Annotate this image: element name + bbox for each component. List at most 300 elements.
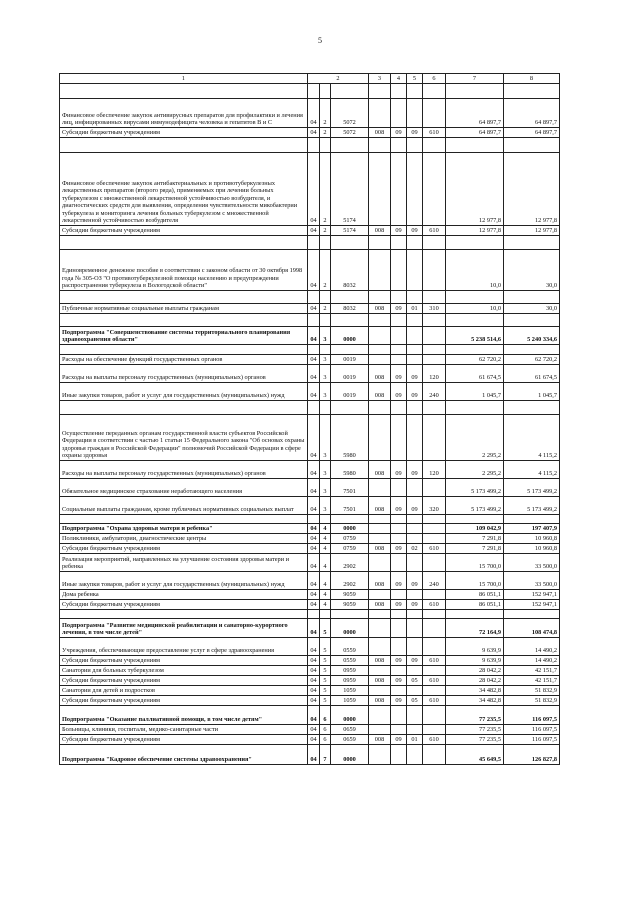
- amount-col8: 30,0: [504, 250, 560, 291]
- amount-col7: 5 173 499,2: [446, 479, 504, 497]
- target-code: 1059: [331, 696, 369, 706]
- amount-col8: 51 832,9: [504, 686, 560, 696]
- spacer-cell: [331, 345, 369, 355]
- ministry-code: 008: [369, 383, 391, 401]
- subprogram-row: [60, 706, 560, 725]
- target-code: 0019: [331, 383, 369, 401]
- table-body: [60, 74, 560, 765]
- amount-col8: 51 832,9: [504, 696, 560, 706]
- spacer-cell: [320, 138, 331, 153]
- table-row: [60, 572, 560, 590]
- section-code: 04: [308, 153, 320, 226]
- subdivision-code: [407, 524, 423, 534]
- table-row: [60, 686, 560, 696]
- subsection-code: 4: [320, 572, 331, 590]
- header-row: [60, 74, 560, 84]
- subsection-code: 3: [320, 365, 331, 383]
- header-cell: 2: [308, 74, 369, 84]
- amount-col7: 12 977,8: [446, 226, 504, 236]
- ministry-code: [369, 590, 391, 600]
- amount-col7: 64 897,7: [446, 128, 504, 138]
- ministry-code: 008: [369, 128, 391, 138]
- expense-type-code: [423, 327, 446, 345]
- subsection-code: 5: [320, 686, 331, 696]
- subdivision-code: [407, 725, 423, 735]
- spacer-cell: [391, 345, 407, 355]
- spacer-cell: [320, 515, 331, 524]
- row-name: Социальные выплаты гражданам, кроме публичных нормативных социальных выплат: [60, 497, 308, 515]
- section-code: 04: [308, 99, 320, 128]
- subdivision-code: [407, 686, 423, 696]
- target-code: 7501: [331, 479, 369, 497]
- subdivision-code: 09: [407, 600, 423, 610]
- row-name: Субсидии бюджетным учреждениям: [60, 696, 308, 706]
- row-name: Осуществление переданных органам государственной власти субъектов Российской Федерации в соответствии с частью 1 статьи 15 Федерального закона "Об основах охраны здоровья граждан в Российской Федерации" полномочий Российской Федерации в сфере охраны здоровья: [60, 415, 308, 461]
- expense-type-code: [423, 686, 446, 696]
- spacer-cell: [407, 610, 423, 619]
- ministry-code: [369, 554, 391, 572]
- row-name: Подпрограмма "Охрана здоровья матери и ребенка": [60, 524, 308, 534]
- spacer-cell: [320, 314, 331, 327]
- expense-type-code: 610: [423, 226, 446, 236]
- section-code: 04: [308, 638, 320, 656]
- expense-type-code: [423, 706, 446, 725]
- row-name: Дома ребенка: [60, 590, 308, 600]
- spacer-cell: [369, 291, 391, 304]
- spacer-cell: [391, 291, 407, 304]
- amount-col7: 9 639,9: [446, 656, 504, 666]
- spacer-cell: [369, 138, 391, 153]
- row-name: Субсидии бюджетным учреждениям: [60, 676, 308, 686]
- division-code: [391, 638, 407, 656]
- ministry-code: 008: [369, 656, 391, 666]
- section-code: 04: [308, 365, 320, 383]
- spacer-cell: [60, 345, 308, 355]
- section-code: 04: [308, 383, 320, 401]
- amount-col7: 10,0: [446, 304, 504, 314]
- spacer-cell: [320, 401, 331, 415]
- division-code: [391, 590, 407, 600]
- section-code: 04: [308, 735, 320, 745]
- ministry-code: [369, 99, 391, 128]
- header-cell: 7: [446, 74, 504, 84]
- row-name: Субсидии бюджетным учреждениям: [60, 128, 308, 138]
- spacer-cell: [331, 84, 369, 99]
- target-code: 5980: [331, 461, 369, 479]
- subdivision-code: 09: [407, 365, 423, 383]
- row-name: Санатории для детей и подростков: [60, 686, 308, 696]
- ministry-code: 008: [369, 226, 391, 236]
- spacer-cell: [60, 515, 308, 524]
- spacer-cell: [320, 236, 331, 250]
- target-code: 5072: [331, 128, 369, 138]
- section-code: 04: [308, 590, 320, 600]
- amount-col7: 28 042,2: [446, 676, 504, 686]
- spacer-cell: [423, 84, 446, 99]
- subsection-code: 5: [320, 676, 331, 686]
- division-code: [391, 250, 407, 291]
- spacer-cell: [407, 401, 423, 415]
- expense-type-code: [423, 153, 446, 226]
- spacer-row: [60, 610, 560, 619]
- amount-col7: 45 649,5: [446, 745, 504, 765]
- amount-col7: 86 051,1: [446, 590, 504, 600]
- subdivision-code: 09: [407, 497, 423, 515]
- spacer-cell: [331, 314, 369, 327]
- ministry-code: [369, 415, 391, 461]
- division-code: 09: [391, 544, 407, 554]
- subdivision-code: 09: [407, 572, 423, 590]
- expense-type-code: [423, 619, 446, 638]
- target-code: 0559: [331, 656, 369, 666]
- target-code: 0759: [331, 534, 369, 544]
- subsection-code: 2: [320, 304, 331, 314]
- section-code: 04: [308, 327, 320, 345]
- table-row: [60, 638, 560, 656]
- section-code: 04: [308, 415, 320, 461]
- row-name: Финансовое обеспечение закупок антивирусных препаратов для профилактики и лечения лиц, инфицированных вирусами иммунодефицита человека и гепатитов В и С: [60, 99, 308, 128]
- table-row: [60, 415, 560, 461]
- spacer-row: [60, 345, 560, 355]
- spacer-cell: [504, 345, 560, 355]
- ministry-code: [369, 706, 391, 725]
- header-cell: 6: [423, 74, 446, 84]
- expense-type-code: 120: [423, 461, 446, 479]
- subsection-code: 4: [320, 600, 331, 610]
- division-code: [391, 153, 407, 226]
- amount-col8: 33 500,0: [504, 572, 560, 590]
- division-code: 09: [391, 497, 407, 515]
- spacer-cell: [391, 610, 407, 619]
- amount-col8: 108 474,8: [504, 619, 560, 638]
- expense-type-code: 610: [423, 600, 446, 610]
- subsection-code: 3: [320, 355, 331, 365]
- spacer-cell: [60, 138, 308, 153]
- expense-type-code: [423, 355, 446, 365]
- subsection-code: 3: [320, 497, 331, 515]
- expense-type-code: 610: [423, 676, 446, 686]
- amount-col8: 5 173 499,2: [504, 479, 560, 497]
- division-code: 09: [391, 383, 407, 401]
- spacer-cell: [407, 84, 423, 99]
- spacer-cell: [60, 314, 308, 327]
- subsection-code: 3: [320, 383, 331, 401]
- spacer-cell: [391, 84, 407, 99]
- division-code: 09: [391, 656, 407, 666]
- row-name: Субсидии бюджетным учреждениям: [60, 600, 308, 610]
- section-code: 04: [308, 554, 320, 572]
- ministry-code: [369, 666, 391, 676]
- expense-type-code: [423, 638, 446, 656]
- amount-col8: 4 115,2: [504, 415, 560, 461]
- section-code: 04: [308, 461, 320, 479]
- subsection-code: 4: [320, 590, 331, 600]
- division-code: [391, 745, 407, 765]
- subdivision-code: [407, 250, 423, 291]
- subdivision-code: [407, 638, 423, 656]
- table-row: [60, 666, 560, 676]
- subsection-code: 3: [320, 327, 331, 345]
- amount-col8: 64 897,7: [504, 99, 560, 128]
- row-name: Подпрограмма "Оказание паллиативной помощи, в том числе детям": [60, 706, 308, 725]
- amount-col7: 1 045,7: [446, 383, 504, 401]
- row-name: Поликлиники, амбулатории, диагностические центры: [60, 534, 308, 544]
- amount-col8: 197 407,9: [504, 524, 560, 534]
- section-code: 04: [308, 686, 320, 696]
- expense-type-code: 610: [423, 544, 446, 554]
- ministry-code: [369, 355, 391, 365]
- target-code: 2902: [331, 554, 369, 572]
- table-row: [60, 544, 560, 554]
- page-number: 5: [318, 36, 322, 45]
- amount-col7: 77 235,5: [446, 706, 504, 725]
- table-row: [60, 365, 560, 383]
- spacer-cell: [407, 236, 423, 250]
- division-code: [391, 415, 407, 461]
- amount-col8: 5 240 334,6: [504, 327, 560, 345]
- target-code: 0000: [331, 619, 369, 638]
- section-code: 04: [308, 479, 320, 497]
- amount-col7: 12 977,8: [446, 153, 504, 226]
- section-code: 04: [308, 725, 320, 735]
- target-code: 0000: [331, 327, 369, 345]
- division-code: [391, 479, 407, 497]
- spacer-row: [60, 84, 560, 99]
- row-name: Финансовое обеспечение закупок антибактериальных и противотуберкулезных лекарственных препаратов (второго ряда), применяемых при лечении больных туберкулезом с множественной лекарственной устойчивостью возбудителя, и диагностических средств для выявления, определения чувствительности микобактерии туберкулеза и мониторинга лечения больных туберкулезом с множественной лекарственной устойчивостью возбудителя: [60, 153, 308, 226]
- expense-type-code: [423, 415, 446, 461]
- spacer-cell: [369, 314, 391, 327]
- spacer-cell: [504, 138, 560, 153]
- table-row: [60, 696, 560, 706]
- table-row: [60, 226, 560, 236]
- table-row: [60, 554, 560, 572]
- spacer-cell: [504, 236, 560, 250]
- subdivision-code: [407, 479, 423, 497]
- subsection-code: 4: [320, 534, 331, 544]
- spacer-cell: [446, 401, 504, 415]
- subdivision-code: 01: [407, 304, 423, 314]
- amount-col7: 15 700,0: [446, 572, 504, 590]
- section-code: 04: [308, 676, 320, 686]
- spacer-cell: [446, 345, 504, 355]
- amount-col7: 7 291,8: [446, 534, 504, 544]
- table-row: [60, 153, 560, 226]
- amount-col8: 14 490,2: [504, 656, 560, 666]
- spacer-cell: [423, 236, 446, 250]
- expense-type-code: [423, 554, 446, 572]
- spacer-cell: [407, 345, 423, 355]
- expense-type-code: 240: [423, 383, 446, 401]
- subdivision-code: 09: [407, 461, 423, 479]
- target-code: 0019: [331, 355, 369, 365]
- spacer-row: [60, 401, 560, 415]
- section-code: 04: [308, 497, 320, 515]
- spacer-cell: [369, 610, 391, 619]
- subsection-code: 4: [320, 544, 331, 554]
- section-code: 04: [308, 666, 320, 676]
- spacer-cell: [369, 84, 391, 99]
- spacer-cell: [308, 291, 320, 304]
- ministry-code: 008: [369, 572, 391, 590]
- expense-type-code: [423, 745, 446, 765]
- spacer-cell: [446, 236, 504, 250]
- row-name: Санатории для больных туберкулезом: [60, 666, 308, 676]
- expense-type-code: 610: [423, 696, 446, 706]
- target-code: 9059: [331, 590, 369, 600]
- division-code: [391, 355, 407, 365]
- amount-col8: 61 674,5: [504, 365, 560, 383]
- amount-col8: 42 151,7: [504, 666, 560, 676]
- section-code: 04: [308, 355, 320, 365]
- spacer-row: [60, 236, 560, 250]
- amount-col7: 9 639,9: [446, 638, 504, 656]
- ministry-code: 008: [369, 600, 391, 610]
- amount-col8: 116 097,5: [504, 735, 560, 745]
- row-name: Субсидии бюджетным учреждениям: [60, 544, 308, 554]
- division-code: 09: [391, 461, 407, 479]
- spacer-row: [60, 314, 560, 327]
- target-code: 0000: [331, 706, 369, 725]
- amount-col7: 64 897,7: [446, 99, 504, 128]
- spacer-cell: [331, 236, 369, 250]
- ministry-code: 008: [369, 304, 391, 314]
- amount-col7: 5 238 514,6: [446, 327, 504, 345]
- amount-col8: 10 960,8: [504, 544, 560, 554]
- amount-col7: 77 235,5: [446, 725, 504, 735]
- division-code: 09: [391, 128, 407, 138]
- ministry-code: [369, 524, 391, 534]
- table-row: [60, 725, 560, 735]
- expense-type-code: [423, 99, 446, 128]
- row-name: Учреждения, обеспечивающие предоставление услуг в сфере здравоохранения: [60, 638, 308, 656]
- target-code: 8032: [331, 250, 369, 291]
- spacer-cell: [308, 515, 320, 524]
- target-code: 0759: [331, 544, 369, 554]
- spacer-cell: [369, 401, 391, 415]
- amount-col7: 2 295,2: [446, 415, 504, 461]
- spacer-cell: [320, 84, 331, 99]
- subsection-code: 2: [320, 250, 331, 291]
- amount-col8: 126 827,8: [504, 745, 560, 765]
- section-code: 04: [308, 656, 320, 666]
- subsection-code: 2: [320, 99, 331, 128]
- subdivision-code: [407, 666, 423, 676]
- subsection-code: 4: [320, 554, 331, 572]
- row-name: Субсидии бюджетным учреждениям: [60, 735, 308, 745]
- amount-col8: 10 960,8: [504, 534, 560, 544]
- spacer-cell: [504, 401, 560, 415]
- spacer-cell: [308, 345, 320, 355]
- ministry-code: [369, 153, 391, 226]
- subdivision-code: [407, 355, 423, 365]
- table-row: [60, 99, 560, 128]
- table-row: [60, 128, 560, 138]
- subprogram-row: [60, 745, 560, 765]
- amount-col8: 30,0: [504, 304, 560, 314]
- ministry-code: 008: [369, 696, 391, 706]
- subsection-code: 3: [320, 461, 331, 479]
- subsection-code: 3: [320, 415, 331, 461]
- amount-col7: 10,0: [446, 250, 504, 291]
- subdivision-code: 01: [407, 735, 423, 745]
- subdivision-code: [407, 415, 423, 461]
- row-name: Иные закупки товаров, работ и услуг для государственных (муниципальных) нужд: [60, 383, 308, 401]
- subdivision-code: 05: [407, 676, 423, 686]
- spacer-cell: [369, 236, 391, 250]
- amount-col7: 77 235,5: [446, 735, 504, 745]
- spacer-cell: [504, 291, 560, 304]
- target-code: 0959: [331, 676, 369, 686]
- subsection-code: 5: [320, 656, 331, 666]
- subsection-code: 7: [320, 745, 331, 765]
- spacer-cell: [446, 138, 504, 153]
- spacer-cell: [446, 515, 504, 524]
- section-code: 04: [308, 572, 320, 590]
- amount-col7: 86 051,1: [446, 600, 504, 610]
- subdivision-code: [407, 99, 423, 128]
- spacer-cell: [331, 610, 369, 619]
- subdivision-code: 09: [407, 128, 423, 138]
- spacer-row: [60, 515, 560, 524]
- target-code: 9059: [331, 600, 369, 610]
- header-cell: 4: [391, 74, 407, 84]
- subsection-code: 5: [320, 638, 331, 656]
- row-name: Обязательное медицинское страхование неработающего населения: [60, 479, 308, 497]
- amount-col8: 64 897,7: [504, 128, 560, 138]
- subsection-code: 5: [320, 696, 331, 706]
- expense-type-code: 310: [423, 304, 446, 314]
- expense-type-code: 610: [423, 735, 446, 745]
- target-code: 0019: [331, 365, 369, 383]
- spacer-cell: [504, 84, 560, 99]
- table-row: [60, 250, 560, 291]
- spacer-cell: [423, 345, 446, 355]
- table-row: [60, 676, 560, 686]
- spacer-cell: [308, 610, 320, 619]
- spacer-cell: [331, 401, 369, 415]
- subdivision-code: [407, 619, 423, 638]
- header-cell: 1: [60, 74, 308, 84]
- row-name: Публичные нормативные социальные выплаты гражданам: [60, 304, 308, 314]
- subdivision-code: [407, 706, 423, 725]
- subsection-code: 5: [320, 619, 331, 638]
- ministry-code: 008: [369, 497, 391, 515]
- spacer-cell: [331, 291, 369, 304]
- amount-col7: 5 173 499,2: [446, 497, 504, 515]
- subdivision-code: [407, 534, 423, 544]
- target-code: 1059: [331, 686, 369, 696]
- spacer-cell: [369, 515, 391, 524]
- spacer-cell: [60, 401, 308, 415]
- spacer-cell: [407, 291, 423, 304]
- amount-col8: 152 947,1: [504, 590, 560, 600]
- target-code: 5980: [331, 415, 369, 461]
- spacer-cell: [369, 345, 391, 355]
- spacer-cell: [320, 610, 331, 619]
- expense-type-code: [423, 725, 446, 735]
- subdivision-code: 02: [407, 544, 423, 554]
- subsection-code: 3: [320, 479, 331, 497]
- spacer-cell: [423, 515, 446, 524]
- spacer-cell: [423, 138, 446, 153]
- header-cell: 5: [407, 74, 423, 84]
- amount-col8: 4 115,2: [504, 461, 560, 479]
- table-row: [60, 304, 560, 314]
- amount-col8: 62 720,2: [504, 355, 560, 365]
- spacer-cell: [391, 401, 407, 415]
- table-row: [60, 656, 560, 666]
- table-row: [60, 355, 560, 365]
